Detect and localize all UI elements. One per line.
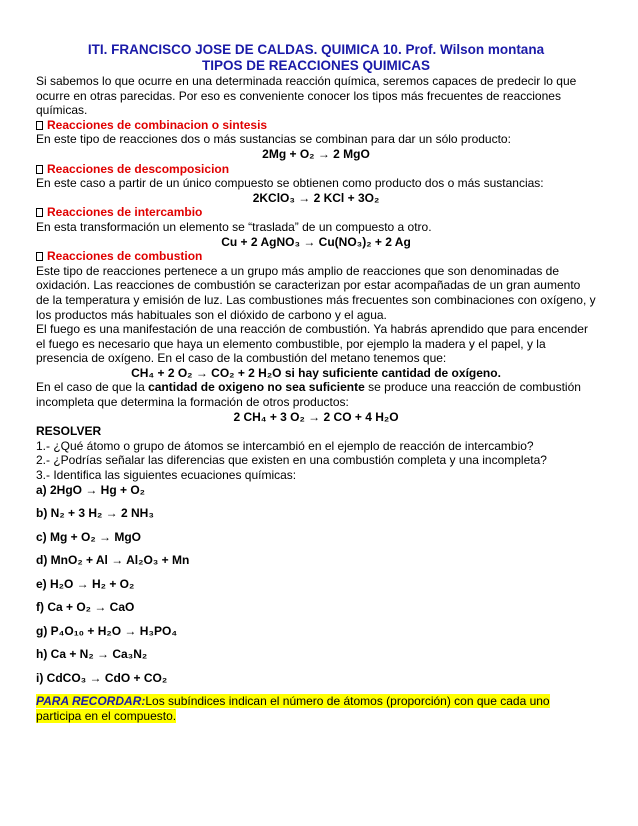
combustion-equation-1: CH₄ + 2 O₂ → CO₂ + 2 H₂O si hay suficiente cantidad de oxígeno. xyxy=(131,365,501,380)
exercise-e: e) H₂O → H₂ + O₂ xyxy=(36,576,135,591)
section-heading-descomposicion: Reacciones de descomposicion xyxy=(36,162,596,177)
exercise-a: a) 2HgO → Hg + O₂ xyxy=(36,482,146,497)
exercise-f: f) Ca + O₂ → CaO xyxy=(36,600,135,615)
exercise-c: c) Mg + O₂ → MgO xyxy=(36,529,141,544)
section-heading-intercambio: Reacciones de intercambio xyxy=(36,205,596,220)
descomposicion-equation: 2KClO₃ → 2 KCl + 3O₂ xyxy=(252,190,380,205)
combustion-text-3: En el caso de que la cantidad de oxigeno no sea suficiente se produce una reacción de combustión incompleta que determina la formación de otros productos: xyxy=(36,380,581,410)
intercambio-text: En esta transformación un elemento se “traslada” de un compuesto a otro. xyxy=(36,219,432,234)
combinacion-equation: 2Mg + O₂ → 2 MgO xyxy=(262,146,370,161)
combinacion-text: En este tipo de reacciones dos o más sustancias se combinan para dar un sólo producto: xyxy=(36,132,511,147)
question-3: 3.- Identifica las siguientes ecuaciones químicas: xyxy=(36,468,297,483)
combustion-text-2: El fuego es una manifestación de una reacción de combustión. Ya habrás aprendido que para encender el fuego es necesario que haya un elemento combustible, por ejemplo la madera y el papel, y la presencia de oxígeno. En el caso de la combustión del metano tenemos que: xyxy=(36,322,588,366)
intercambio-equation: Cu + 2 AgNO₃ → Cu(NO₃)₂ + 2 Ag xyxy=(221,234,411,249)
document-page xyxy=(36,42,596,723)
exercise-list xyxy=(36,483,596,695)
exercise-g: g) P₄O₁₀ + H₂O → H₃PO₄ xyxy=(36,623,178,638)
combustion-text-1: Este tipo de reacciones pertenece a un grupo más amplio de reacciones que son denominadas de oxidación. Las reacciones de combustión se caracterizan por estar acompañadas de un gran aumento de la temperatura y emisión de luz. Las combustiones más frecuentes son combinaciones con oxígeno, y los productos más habituales son el dióxido de carbono y el agua. xyxy=(36,263,596,322)
section-heading-combinacion: Reacciones de combinacion o sintesis xyxy=(36,118,596,133)
title-line-2: TIPOS DE REACCIONES QUIMICAS xyxy=(201,58,431,73)
exercise-i: i) CdCO₃ → CdO + CO₂ xyxy=(36,670,168,685)
intro-paragraph: Si sabemos lo que ocurre en una determinada reacción química, seremos capaces de predecir lo que ocurre en otras parecidas. Por eso es conveniente conocer los tipos más frecuentes de reacciones químicas. xyxy=(36,74,577,118)
checkbox-bullet-icon xyxy=(36,121,43,130)
question-1: 1.- ¿Qué átomo o grupo de átomos se intercambió en el ejemplo de reacción de intercambio? xyxy=(36,438,534,453)
resolver-heading: RESOLVER xyxy=(36,424,102,439)
recordar-note xyxy=(36,694,596,723)
exercise-h: h) Ca + N₂ → Ca₃N₂ xyxy=(36,647,148,662)
checkbox-bullet-icon xyxy=(36,165,43,174)
recordar-text: Los subíndices indican el número de átomos (proporción) con que cada uno participa en el compuesto. xyxy=(36,694,550,723)
checkbox-bullet-icon xyxy=(36,252,43,261)
combustion-equation-2: 2 CH₄ + 3 O₂ → 2 CO + 4 H₂O xyxy=(233,409,399,424)
section-heading-combustion: Reacciones de combustion xyxy=(36,249,596,264)
descomposicion-text: En este caso a partir de un único compuesto se obtienen como producto dos o más sustancias: xyxy=(36,176,544,191)
exercise-d: d) MnO₂ + Al → Al₂O₃ + Mn xyxy=(36,553,190,568)
checkbox-bullet-icon xyxy=(36,208,43,217)
title-line-1: ITI. FRANCISCO JOSE DE CALDAS. QUIMICA 10. Prof. Wilson montana xyxy=(87,42,545,57)
exercise-b: b) N₂ + 3 H₂ → 2 NH₃ xyxy=(36,506,154,521)
question-2: 2.- ¿Podrías señalar las diferencias que existen en una combustión completa y una incompleta? xyxy=(36,453,547,468)
recordar-label: PARA RECORDAR: xyxy=(36,694,146,709)
document-title xyxy=(36,42,596,74)
